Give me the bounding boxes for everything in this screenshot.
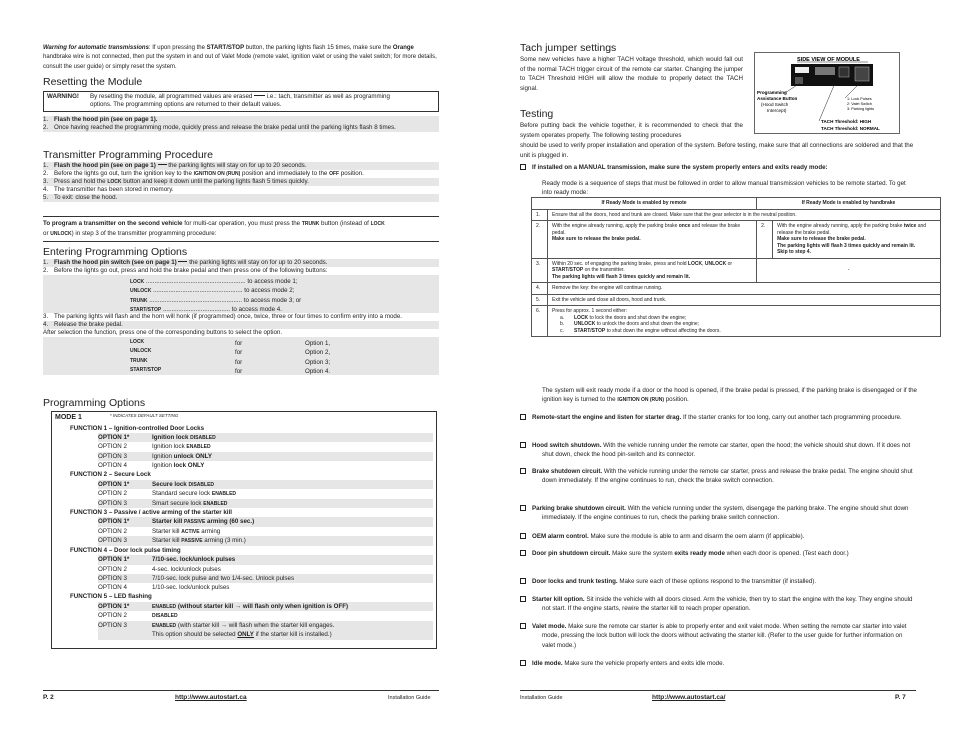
checkbox-icon[interactable] [520,550,526,556]
section-title-testing: Testing [520,108,554,120]
footer-link[interactable]: http://www.autostart.ca [175,694,247,701]
checkbox-icon[interactable] [520,414,526,420]
checkbox-icon[interactable] [520,623,526,629]
entering-steps: 1. Flash the hood pin switch (see on page 1) the parking lights will stay on for up to 20 seconds. 2. Before the lights go out, press and hold the brake pedal and then press one of the following buttons: LOCK .......................................................... to access mode 1; UNLOCK .................................................... to access mode 2; TRUNK ...................................................... to access mode 3; or START/STOP ....................................... to access mode 4. 3. The parking lights will flash and the horn will honk (if programmed) once, twice, three or four times to confirm entry into a mode. 4. Release the brake pedal. After selection the function, press one of the corresponding buttons to select the option. LOCK for Option 1, UNLOCK for Option 2, TRUNK for Option 3; START/STOP for Option 4. [43,259,439,375]
checkbox-icon[interactable] [520,442,526,448]
second-vehicle-note: To program a transmitter on the second vehicle for multi-car operation, you must press the TRUNK button (instead of LOCK or UNLOCK) in step 3 of the transmitter programming procedure: [43,216,439,242]
svg-text:3: Parking lights: 3: Parking lights [847,107,875,111]
test-item: Idle mode. Make sure the vehicle properly enters and exits idle mode. [520,659,916,668]
testing-intro: Before putting back the vehicle together, it is recommended to check that the system operates properly. The following testing procedures [520,122,743,139]
footer-page-number: P. 7 [895,694,906,701]
programming-options-box: MODE 1 $^{* INDICATES DEFAULT SETTING}$ FUNCTION 1 – Ignition-controlled Door Locks OPTION 1* Ignition lock DISABLED OPTION 2 Ignition lock ENABLED OPTION 3 Ignition unlock ONLY OPTION 4 Ignition lock ONLY FUNCTION 2 – Secure Lock OPTION 1* Secure lock DISABLED OPTION 2 Standard secure lock ENABLED OPTION 3 Smart secure lock ENABLED FUNCTION 3 – Passive / active arming of the starter kill OPTION 1* Starter kill PASSIVE arming (60 sec.) OPTION 2 Starter kill ACTIVE arming OPTION 3 Starter kill PASSIVE arming (3 min.) FUNCTION 4 – Door lock pulse timing OPTION 1* 7/10-sec. lock/unlock pulses OPTION 2 4-sec. lock/unlock pulses OPTION 3 7/10-sec. lock pulse and two 1/4-sec. Unlock pulses OPTION 4 1/10-sec. lock/unlock pulses FUNCTION 5 – LED flashing OPTION 1* ENABLED (without starter kill → will flash only when ignition is OFF) OPTION 2 DISABLED OPTION 3 ENABLED (with starter kill → will flash when the starter kill engages. This option should be selected ONLY if the starter kill is installed.) [51,411,437,649]
checkbox-icon[interactable] [520,164,526,170]
footer-page-number: P. 2 [43,694,54,701]
tach-text: Some new vehicles have a higher TACH voltage threshold, which would fall out of the normal TACH trigger circuit of the remote car starter. Changing the jumper to TACH Threshold HIGH will allow the module to properly detect the TACH signal. [520,56,743,92]
right-page [477,0,954,738]
table-header-handbrake: If Ready Mode is enabled by handbrake [757,198,941,210]
svg-text:2: Valet Switch: 2: Valet Switch [847,102,872,106]
testing-intro-2: should be used to verify proper installation and operation of the system. Before testing, make sure that all connections are soldered and that the unit is plugged in. [520,142,914,159]
section-title-options: Programming Options [43,397,146,409]
table-row: 4. Remove the key: the engine will continue running. [532,283,941,295]
warning-label: WARNING! [47,93,79,100]
footer-guide: Installation Guide [520,695,563,701]
section-title-resetting: Resetting the Module [43,76,143,88]
reset-steps: 1. Flash the hood pin (see on page 1). 2. Once having reached the programming mode, quickly press and release the brake pedal until the parking lights flash 8 times. [43,116,439,132]
automatic-transmission-warning: Warning for automatic transmissions: If upon pressing the START/STOP button, the parking lights flash 15 times, make sure the Orange handbrake wire is not connected, then put the system in and out of Valet Mode (remote valet, ignition valet or using the valet switch; for more details, consult the user guide) or simply reset the system. [43,45,437,70]
test-item: Remote-start the engine and listen for starter drag. If the starter cranks for too long, carry out another tach programming procedure. [520,413,916,422]
checkbox-icon[interactable] [520,533,526,539]
arrow-right-icon: → [234,602,242,610]
section-title-tach: Tach jumper settings [520,42,617,54]
ready-mode-table [531,197,941,337]
figure-title: SIDE VIEW OF MODULE [797,57,860,63]
ready-mode-text: Ready mode is a sequence of steps that must be followed in order to allow manual transmission vehicles to be remote started. To get into ready mode: [542,180,906,197]
arrow-right-icon: → [220,621,228,629]
test-item: Starter kill option. Sit inside the vehicle with all doors closed. Arm the vehicle, then try to start the engine with the key. They engine should not start. If the engine starts, rewire the starter kill to reach proper operation. [520,595,916,614]
exit-ready-text: The system will exit ready mode if a door or the hood is opened, if the brake pedal is pressed, if the parking brake is disengaged or if the ignition key is turned to the IGNITION ON (RUN) position. [542,387,917,404]
test-item: Door pin shutdown circuit. Make sure the system exits ready mode when each door is opened. (Test each door.) [520,549,916,558]
reset-warning-box: WARNING! By resetting the module, all programmed values are erased i.e.: tach, transmitter as well as programming options. The programming options are returned to their default values. [43,91,439,112]
figure-label-tach-high: TACH Threshold: HIGH [821,119,872,124]
checkbox-icon[interactable] [520,505,526,511]
table-header-remote: If Ready Mode is enabled by remote [532,198,757,210]
module-diagram [755,53,901,135]
svg-text:Intercept): Intercept) [767,108,787,113]
option-select-list: LOCK for Option 1, UNLOCK for Option 2, TRUNK for Option 3; START/STOP for Option 4. [43,337,439,375]
test-item: Valet mode. Make sure the remote car starter is able to properly enter and exit valet mode. When setting the remote car starter into valet mode, pressing the lock button will lock the doors without activating the starter kill. (Refer to the user guide for further information on valet mode.) [520,622,916,650]
table-row: 6. Press for approx. 1 second either: a. LOCK to lock the doors and shut down the engine; b. UNLOCK to unlock the doors and shut down the engine; c. START/STOP to shut down the engine without affecting the doors. [532,306,941,337]
test-item: Door locks and trunk testing. Make sure each of these options respond to the transmitter (if installed). [520,577,916,586]
test-item: OEM alarm control. Make sure the module is able to arm and disarm the oem alarm (if applicable). [520,532,916,541]
checkbox-icon[interactable] [520,660,526,666]
figure-label-programming: Programming [757,90,787,95]
section-title-transmitter: Transmitter Programming Procedure [43,149,213,161]
svg-text:1: Lock Pulses: 1: Lock Pulses [847,97,872,101]
svg-text:Assistance Button: Assistance Button [757,96,798,101]
mode-access-list: LOCK .......................................................... to access mode 1; UNLOCK .................................................... to access mode 2; TRUNK ...................................................... to access mode 3; or START/STOP ....................................... to access mode 4. [43,275,439,313]
table-header [532,198,941,210]
table-row: 2. With the engine already running, apply the parking brake once and release the brake pedal. Make sure to release the brake pedal. 2. With the engine already running, apply the parking brake twice and release the brake pedal. Make sure to release the brake pedal. The parking lights will flash 3 times quickly and remain lit. Skip to step 4. [532,221,941,259]
test-item-manual-transmission: If installed on a MANUAL transmission, make sure the system properly enters and exits ready mode: [520,164,916,172]
test-item: Parking brake shutdown circuit. With the vehicle running under the system, disengage the parking brake. The engine should shut down immediately. If the engine continues to run, check the parking brake switch connection. [520,504,916,523]
table-row: 1. Ensure that all the doors, hood and trunk are closed. Make sure that the gear selector is in the neutral position. [532,209,941,221]
test-item: Hood switch shutdown. With the vehicle running under the remote car starter, open the hood; the vehicle should shut down. If it does not shut down, check the hood pin-switch and its connector. [520,441,916,460]
checkbox-icon[interactable] [520,596,526,602]
svg-text:(Hood Switch: (Hood Switch [761,102,789,107]
transmitter-steps: 1. Flash the hood pin (see on page 1) the parking lights will stay on for up to 20 seconds. 2. Before the lights go out, turn the ignition key to the IGNITION ON (RUN) position and immediately to the OFF position. 3. Press and hold the LOCK button and keep it down until the parking lights flash 5 times quickly. 4. The transmitter has been stored in memory. 5. To exit: close the hood. [43,162,439,202]
checkbox-icon[interactable] [520,578,526,584]
footer-link[interactable]: http://www.autostart.ca/ [652,694,726,701]
test-item: Brake shutdown circuit. With the vehicle running under the remote car starter, press and release the brake pedal. The engine should shut down immediately. If the engine continues to run, check the brake switch connection. [520,467,916,486]
footer-guide: Installation Guide [388,695,431,701]
module-side-view-figure [754,52,900,134]
table-row: 3. Within 20 sec. of engaging the parking brake, press and hold LOCK, UNLOCK or START/STOP on the transmitter. The parking lights will flash 3 times quickly and remain lit. - [532,258,941,283]
figure-label-tach-normal: TACH Threshold: NORMAL [821,126,880,131]
checkbox-icon[interactable] [520,468,526,474]
section-title-entering: Entering Programming Options [43,246,188,258]
table-row: 5. Exit the vehicle and close all doors, hood and trunk. [532,294,941,306]
